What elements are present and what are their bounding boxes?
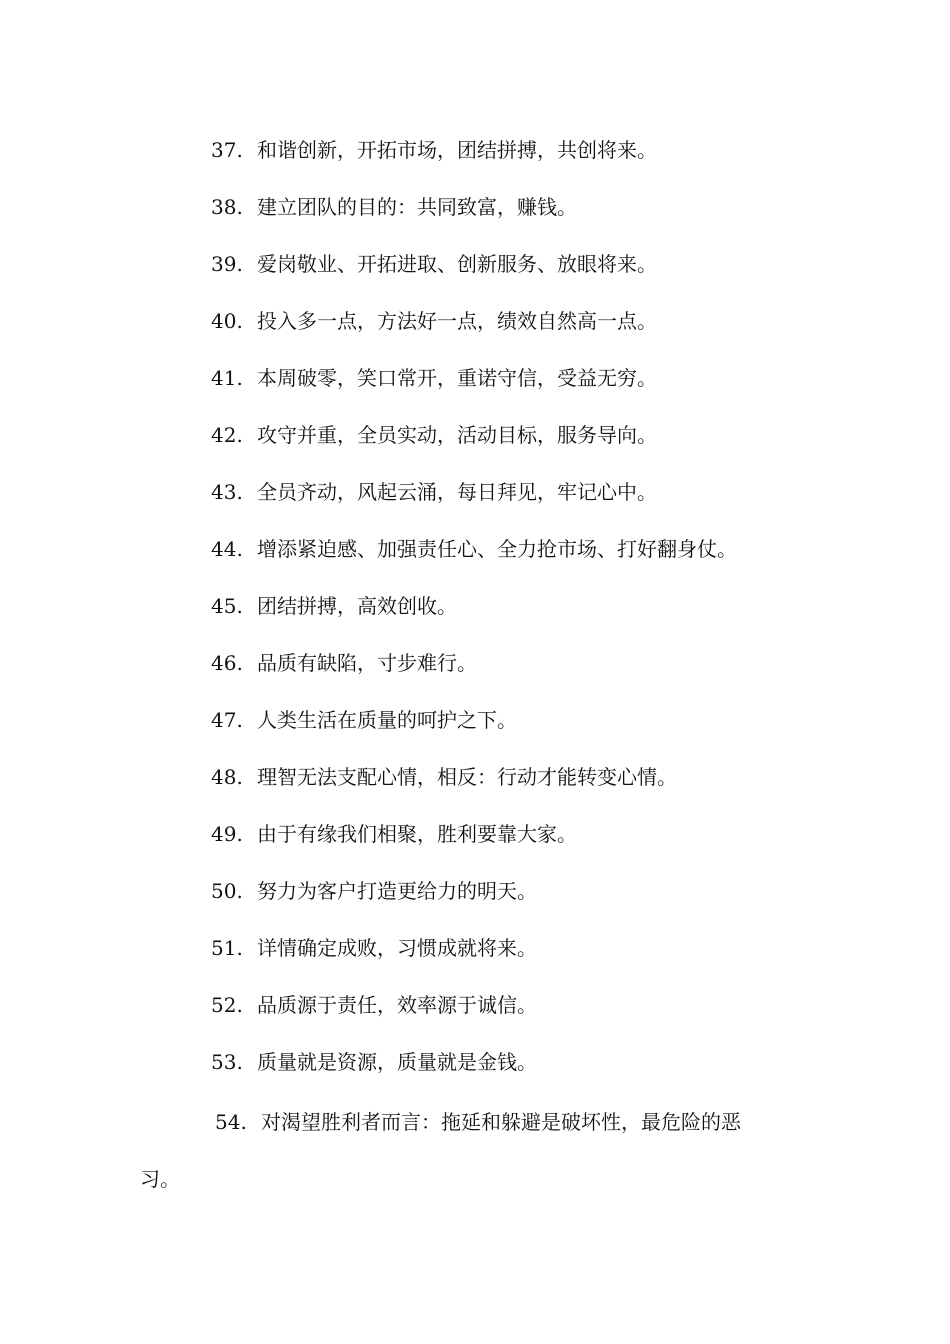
item-text: 努力为客户打造更给力的明天。 <box>257 879 537 903</box>
list-item <box>211 364 657 392</box>
item-number: 41. <box>211 366 243 390</box>
item-text: 爱岗敬业、开拓进取、创新服务、放眼将来。 <box>257 252 657 276</box>
item-number: 42. <box>211 423 243 447</box>
list-item <box>211 307 657 335</box>
list-item <box>211 877 537 905</box>
item-text: 攻守并重，全员实动，活动目标，服务导向。 <box>257 423 657 447</box>
item-text: 全员齐动，风起云涌，每日拜见，牢记心中。 <box>257 480 657 504</box>
item-number: 37. <box>211 138 243 162</box>
item-text: 质量就是资源，质量就是金钱。 <box>257 1050 537 1074</box>
list-item <box>211 478 657 506</box>
list-item <box>211 193 577 221</box>
list-item <box>211 421 657 449</box>
list-item <box>211 136 657 164</box>
wrapped-item-line-2: 习。 <box>140 1167 180 1191</box>
list-item <box>211 535 737 563</box>
item-text: 团结拼搏，高效创收。 <box>257 594 457 618</box>
item-number: 50. <box>211 879 243 903</box>
item-text: 详情确定成败，习惯成就将来。 <box>257 936 537 960</box>
item-text: 和谐创新，开拓市场，团结拼搏，共创将来。 <box>257 138 657 162</box>
item-text: 由于有缘我们相聚，胜利要靠大家。 <box>257 822 577 846</box>
item-number: 47. <box>211 708 243 732</box>
item-number: 40. <box>211 309 243 333</box>
item-number: 49. <box>211 822 243 846</box>
list-item <box>211 991 537 1019</box>
item-number: 48. <box>211 765 243 789</box>
item-text: 品质有缺陷，寸步难行。 <box>257 651 477 675</box>
item-number: 44. <box>211 537 243 561</box>
item-text: 建立团队的目的：共同致富，赚钱。 <box>257 195 577 219</box>
item-number: 45. <box>211 594 243 618</box>
item-text: 人类生活在质量的呵护之下。 <box>257 708 517 732</box>
list-item <box>211 649 477 677</box>
list-item <box>211 250 657 278</box>
item-text: 本周破零，笑口常开，重诺守信，受益无穷。 <box>257 366 657 390</box>
item-text: 增添紧迫感、加强责任心、全力抢市场、打好翻身仗。 <box>257 537 737 561</box>
item-number: 38. <box>211 195 243 219</box>
item-number: 53. <box>211 1050 243 1074</box>
item-number: 46. <box>211 651 243 675</box>
item-text: 品质源于责任，效率源于诚信。 <box>257 993 537 1017</box>
wrapped-item-line-1 <box>215 1108 741 1136</box>
item-number: 52. <box>211 993 243 1017</box>
list-item <box>211 934 537 962</box>
list-item <box>211 592 457 620</box>
list-item <box>211 706 517 734</box>
list-item <box>211 820 577 848</box>
list-item <box>211 763 677 791</box>
item-text: 对渴望胜利者而言：拖延和躲避是破坏性，最危险的恶 <box>261 1110 741 1134</box>
item-text: 理智无法支配心情，相反：行动才能转变心情。 <box>257 765 677 789</box>
item-text: 投入多一点，方法好一点，绩效自然高一点。 <box>257 309 657 333</box>
item-number: 51. <box>211 936 243 960</box>
item-number: 39. <box>211 252 243 276</box>
item-number: 54. <box>215 1110 247 1134</box>
item-number: 43. <box>211 480 243 504</box>
list-item <box>211 1048 537 1076</box>
